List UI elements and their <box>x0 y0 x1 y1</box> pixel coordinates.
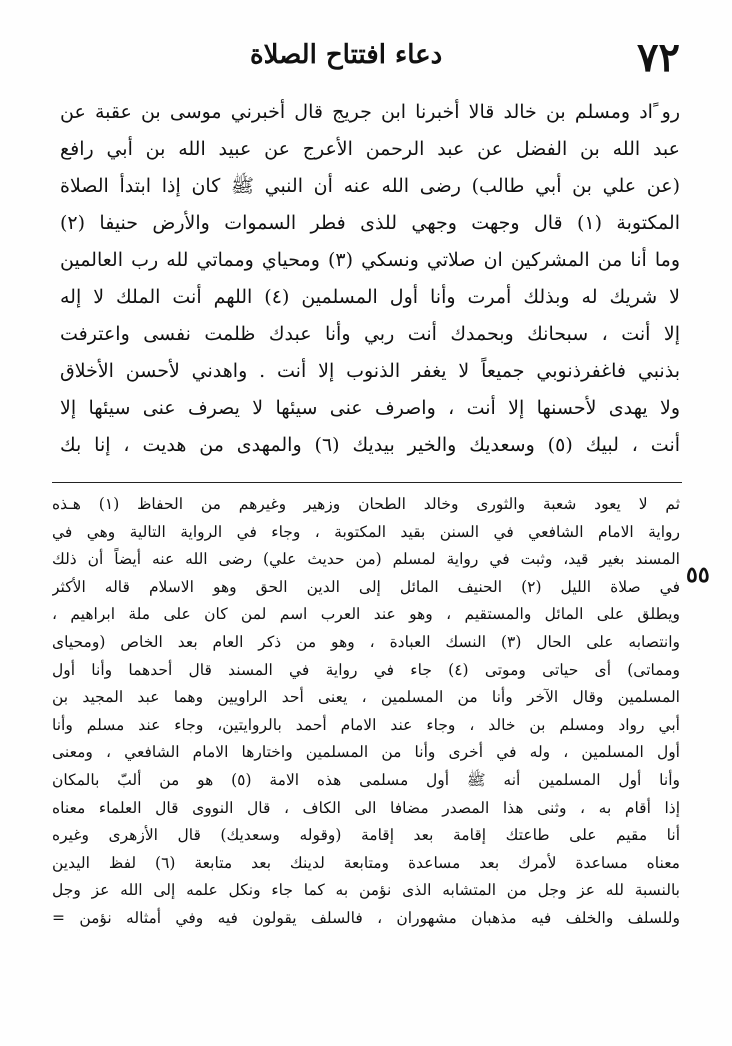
page-number: ٧٢ <box>637 34 680 81</box>
footnote-line: أبي رواد ومسلم بن خالد ، وجاء عند الامام أحمد بالروايتين، وجاء عند مسلم وأنا <box>52 715 680 734</box>
footnote-line: وانتصابه على الحال (٣) النسك العبادة ، وهو من ذكر العام بعد الخاص (ومحياى <box>52 632 680 651</box>
main-text-line: لا شريك له وبذلك أمرت وأنا أول المسلمين (٤) اللهم أنت الملك لا إله <box>60 286 680 308</box>
footnote-line: ويطلق على المائل والمستقيم ، وهو عند العرب اسم لمن كان على ملة ابراهيم ، <box>52 605 680 624</box>
main-text-line: رو ًاد ومسلم بن خالد قالا أخبرنا ابن جريج قال أخبرني موسى بن عقبة عن <box>60 101 680 123</box>
page-header <box>40 34 680 81</box>
footnote-line: ومماتى) أى حياتى وموتى (٤) جاء في رواية في المسند قال أحدهما وأنا أول <box>52 660 680 679</box>
footnote-line: أنا مقيم على طاعتك إقامة بعد إقامة (وقوله وسعديك) قال الأزهرى وغيره <box>52 826 680 845</box>
main-text-line: عبد الله بن الفضل عن عبد الرحمن الأعرج عن عبيد الله بن أبي رافع <box>60 138 680 160</box>
footnote-line: رواية الامام الشافعي في السنن بقيد المكتوبة ، وجاء في الرواية التالية وهي في <box>52 522 680 541</box>
main-text-line: وما أنا من المشركين ان صلاتي ونسكي (٣) ومحياي ومماتي لله رب العالمين <box>60 249 680 271</box>
footnote-line: ثم لا يعود شعبة والثورى وخالد الطحان وزهير وغيرهم من الحفاظ (١) هـذه <box>52 495 680 513</box>
margin-number: ٥٥ <box>686 562 710 588</box>
footnote-line: معناه مساعدة لأمرك بعد مساعدة ومتابعة لدينك بعد متابعة (٦) لفظ اليدين <box>52 853 680 872</box>
main-text-line: أنت ، لبيك (٥) وسعديك والخير بيديك (٦) والمهدى من هديت ، إنا بك <box>60 434 680 456</box>
main-text-line: ولا يهدى لأحسنها إلا أنت ، واصرف عنى سيئها لا يصرف عنى سيئها إلا <box>60 397 680 419</box>
footnote-line: في صلاة الليل (٢) الحنيف المائل إلى الدين الحق وهو الاسلام قاله الأكثر <box>52 577 680 596</box>
main-text-line: بذنبي فاغفرذنوبي جميعاً لا يغفر الذنوب إلا أنت . واهدني لأحسن الأخلاق <box>60 360 680 382</box>
running-title: دعاء افتتاح الصلاة <box>250 40 443 70</box>
footnote-line: بالنسبة لله عز وجل من المتشابه الذى نؤمن به كما جاء ونكل علمه إلى الله عز وجل <box>52 881 680 900</box>
footnote-line: المسلمين وقال الآخر وأنا من المسلمين ، يعنى أحد الراويين وهما عبد المجيد بن <box>52 688 680 707</box>
footnote-line: أول المسلمين ، وله في أخرى وأنا من المسلمين واختارها الامام الشافعي ، ومعنى <box>52 743 680 762</box>
main-text-line: إلا أنت ، سبحانك وبحمدك أنت ربي وأنا عبدك ظلمت نفسى واعترفت <box>60 323 680 345</box>
footnote-line: المسند بغير قيد، وثبت في رواية لمسلم (من حديث علي) رضى الله عنه أيضاً أن ذلك <box>52 550 680 569</box>
main-text-block <box>60 94 680 464</box>
main-text-line: المكتوبة (١) قال وجهت وجهي للذى فطر السموات والأرض حنيفا (٢) <box>60 212 680 234</box>
footnotes-block <box>52 491 680 933</box>
main-text-line: (عن علي بن أبي طالب) رضى الله عنه أن النبي ﷺ كان إذا ابتدأ الصلاة <box>60 175 680 197</box>
footnote-divider <box>52 482 682 483</box>
footnote-line: وأنا أول المسلمين أنه ﷺ أول مسلمى هذه الامة (٥) هو من ألبّ بالمكان <box>52 770 680 789</box>
footnote-line: إذا أقام به ، وثنى هذا المصدر مضافا الى الكاف ، قال النووى قال العلماء معناه <box>52 798 680 817</box>
footnote-line: وللسلف والخلف فيه مذهبان مشهوران ، فالسلف يقولون فيه وفي أمثاله نؤمن = <box>52 908 680 927</box>
